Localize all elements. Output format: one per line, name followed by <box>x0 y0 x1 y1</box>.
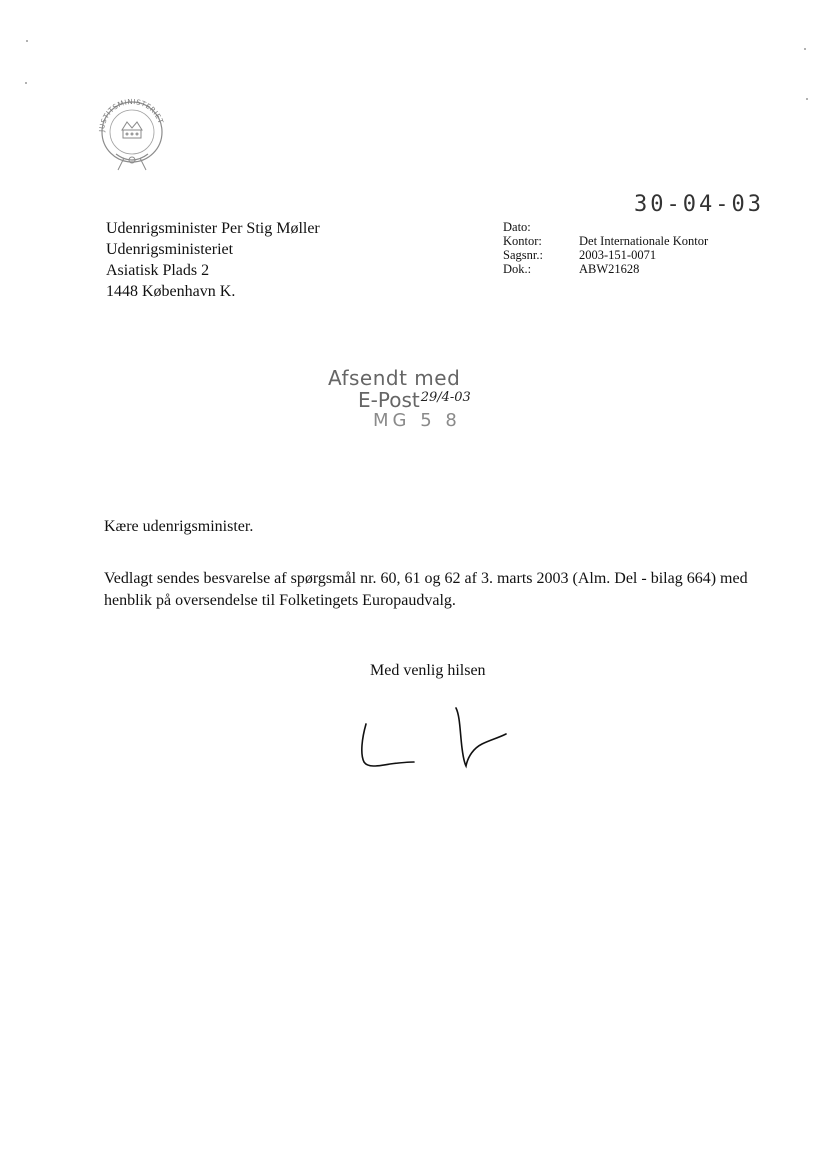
handwritten-signature-icon <box>348 704 518 776</box>
handwritten-sent-date: 29/4-03 <box>420 390 471 405</box>
recipient-name: Udenrigsminister Per Stig Møller <box>106 220 320 237</box>
svg-text:JUSTITSMINISTERIET: JUSTITSMINISTERIET <box>97 97 165 133</box>
meta-value: Det Internationale Kontor <box>579 234 709 248</box>
scan-speck <box>806 98 808 100</box>
meta-row-dok <box>503 262 708 276</box>
sent-by-email-stamp <box>328 366 471 431</box>
sent-stamp-method <box>358 388 471 412</box>
meta-row-sagsnr <box>503 248 708 262</box>
scan-speck <box>25 82 27 84</box>
scan-speck <box>26 40 28 42</box>
date-received-stamp: 30-04-03 <box>634 192 764 217</box>
recipient-address <box>106 218 320 302</box>
letter-body: Vedlagt sendes besvarelse af spørgsmål nr. 60, 61 og 62 af 3. marts 2003 (Alm. Del - bilag 664) med henblik på oversendelse til Folketingets Europaudvalg. <box>104 570 748 609</box>
sent-stamp-method-label: E-Post <box>358 388 420 412</box>
meta-label: Dato: <box>503 220 531 234</box>
salutation: Kære udenrigsminister. <box>104 518 254 535</box>
meta-label: Dok.: <box>503 262 532 276</box>
meta-label: Kontor: <box>503 234 542 248</box>
reference-metadata <box>503 220 708 276</box>
meta-row-kontor <box>503 234 708 248</box>
meta-label: Sagsnr.: <box>503 248 543 262</box>
recipient-city: 1448 København K. <box>106 283 236 300</box>
closing: Med venlig hilsen <box>370 662 486 679</box>
recipient-organization: Udenrigsministeriet <box>106 241 234 258</box>
recipient-street: Asiatisk Plads 2 <box>106 262 210 279</box>
meta-value: ABW21628 <box>579 262 640 276</box>
scan-speck <box>804 48 806 50</box>
sent-stamp-code: MG 5 8 <box>373 410 461 431</box>
meta-row-dato <box>503 220 708 234</box>
justitsministeriet-seal-icon <box>94 92 170 176</box>
sent-stamp-title: Afsendt med <box>328 366 461 390</box>
meta-value: 2003-151-0071 <box>579 248 657 262</box>
